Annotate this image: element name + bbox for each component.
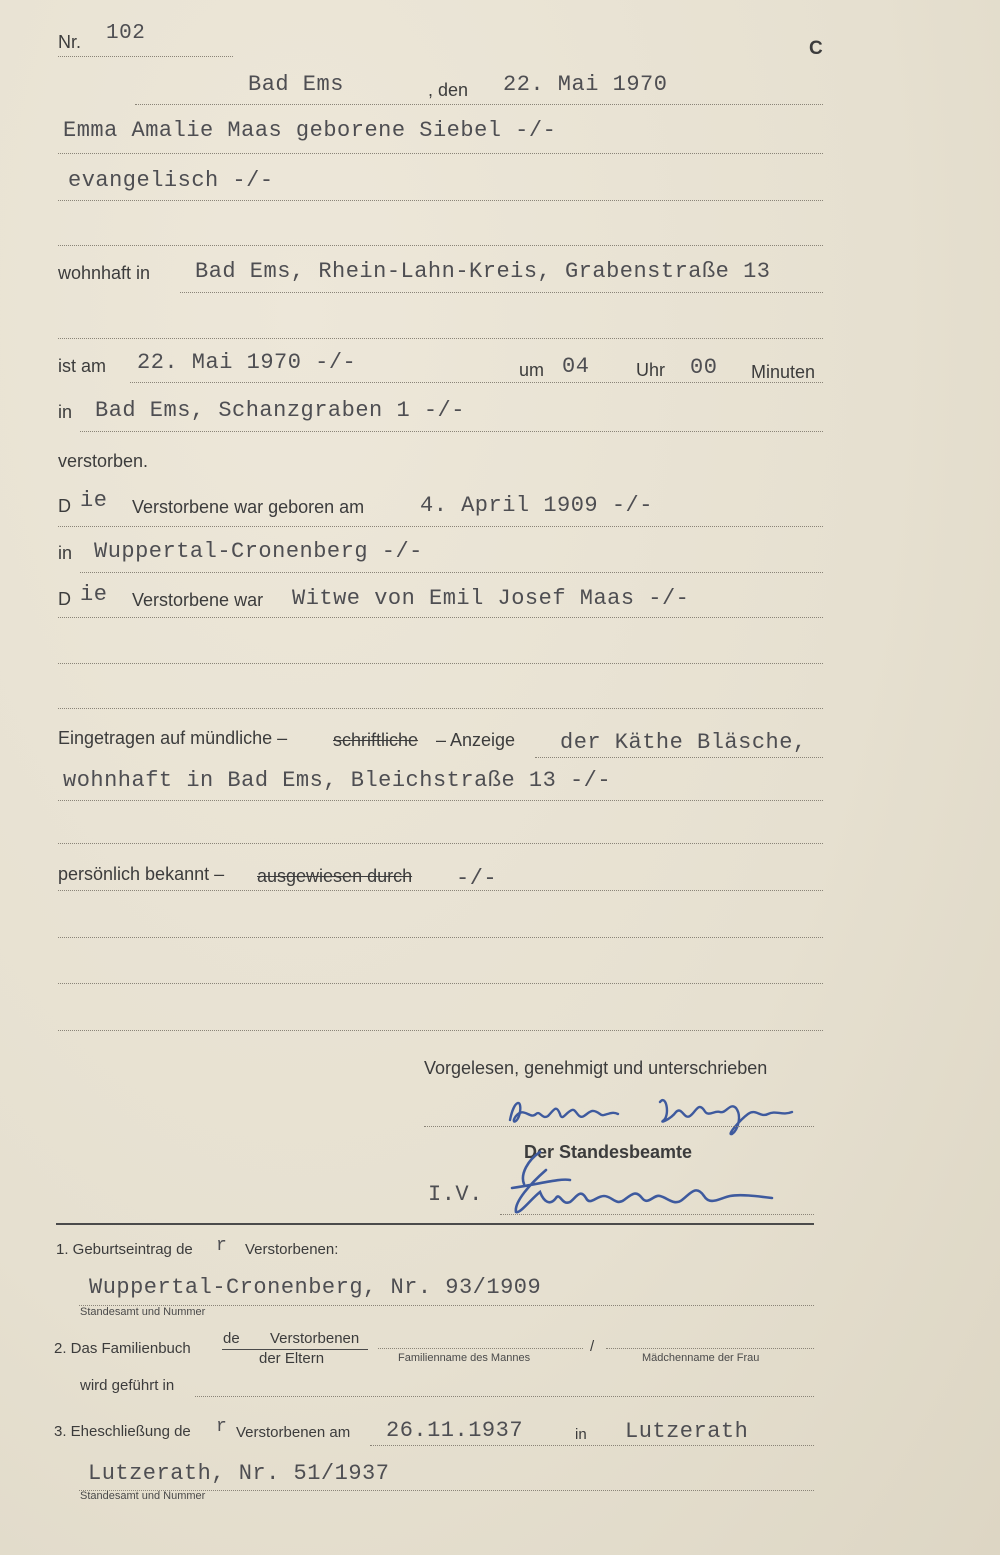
eingetragen-label: Eingetragen auf mündliche – [58, 728, 288, 748]
in-label: in [58, 402, 73, 422]
d-fill: ie [80, 582, 108, 607]
dotted-rule [58, 617, 823, 618]
dotted-rule [58, 983, 823, 984]
dotted-rule [180, 292, 823, 293]
uhr-label: Uhr [636, 360, 666, 380]
dotted-rule [58, 1030, 823, 1031]
dotted-rule [424, 1126, 814, 1127]
residence: Bad Ems, Rhein-Lahn-Kreis, Grabenstraße 13 [195, 259, 771, 284]
dotted-rule [58, 153, 823, 154]
item1-label2: Verstorbenen: [245, 1241, 339, 1258]
dotted-rule [58, 800, 823, 801]
marital-status: Witwe von Emil Josef Maas -/- [292, 586, 690, 611]
dotted-rule [80, 572, 823, 573]
dotted-rule [195, 1396, 814, 1397]
anzeige-label: – Anzeige [436, 730, 516, 750]
dotted-rule [135, 104, 823, 105]
dotted-rule [535, 757, 823, 758]
iv-label: I.V. [428, 1182, 483, 1207]
marital-label: Verstorbene war [132, 590, 264, 610]
bekannt-value: -/- [456, 866, 498, 891]
birth-date: 4. April 1909 -/- [420, 493, 653, 518]
dotted-rule [500, 1214, 814, 1215]
wird-gefuehrt-label: wird geführt in [80, 1377, 175, 1394]
slash: / [590, 1338, 595, 1355]
religion: evangelisch -/- [68, 168, 274, 193]
dotted-rule [58, 245, 823, 246]
informant: der Käthe Bläsche, [560, 730, 807, 755]
vorgelesen-label: Vorgelesen, genehmigt und unterschrieben [424, 1058, 768, 1078]
item2-eltern: der Eltern [259, 1350, 325, 1367]
dotted-rule [130, 382, 823, 383]
item3-label2: Verstorbenen am [236, 1424, 351, 1441]
place-of-registration: Bad Ems [248, 72, 344, 97]
minuten-label: Minuten [751, 362, 816, 382]
nr-value: 102 [106, 22, 146, 45]
item3-in-label: in [575, 1426, 587, 1443]
death-date: 22. Mai 1970 -/- [137, 350, 357, 375]
registration-date: 22. Mai 1970 [503, 72, 668, 97]
birth-register-entry: Wuppertal-Cronenberg, Nr. 93/1909 [89, 1275, 542, 1300]
form-letter: C [809, 38, 823, 59]
item1-fill: r [216, 1236, 228, 1256]
item1-label: 1. Geburtseintrag de [56, 1241, 193, 1258]
marriage-place: Lutzerath [625, 1419, 749, 1444]
dotted-rule [370, 1445, 814, 1446]
dotted-rule [58, 526, 823, 527]
dotted-rule [80, 431, 823, 432]
death-hour: 04 [562, 354, 590, 379]
ausgewiesen-label: ausgewiesen durch [257, 866, 413, 886]
marriage-date: 26.11.1937 [386, 1418, 524, 1443]
birth-place: Wuppertal-Cronenberg -/- [94, 539, 423, 564]
dotted-rule [58, 200, 823, 201]
section-divider [56, 1223, 814, 1225]
standesbeamte-label: Der Standesbeamte [524, 1142, 693, 1162]
dotted-rule [606, 1348, 814, 1349]
dotted-rule [58, 663, 823, 664]
d-label: D [58, 496, 71, 516]
dotted-rule [378, 1348, 583, 1349]
death-minutes: 00 [690, 355, 718, 380]
signature-official [500, 1140, 790, 1220]
marriage-register-entry: Lutzerath, Nr. 51/1937 [88, 1461, 390, 1486]
dotted-rule [58, 708, 823, 709]
dotted-rule [58, 937, 823, 938]
ist-am-label: ist am [58, 356, 107, 376]
item3-fill: r [216, 1417, 228, 1437]
dotted-rule [58, 890, 823, 891]
death-place: Bad Ems, Schanzgraben 1 -/- [95, 398, 465, 423]
standesamt-label: Standesamt und Nummer [80, 1306, 206, 1318]
item2-de: de [223, 1330, 240, 1347]
verstorben-label: verstorben. [58, 451, 149, 471]
dotted-rule [58, 843, 823, 844]
in-label: in [58, 543, 73, 563]
maedchenname-label: Mädchenname der Frau [642, 1352, 760, 1364]
um-label: um [519, 360, 545, 380]
dotted-rule [58, 338, 823, 339]
born-label: Verstorbene war geboren am [132, 497, 365, 517]
d-fill: ie [80, 488, 108, 513]
dotted-rule [58, 56, 233, 57]
item3-label: 3. Eheschließung de [54, 1423, 191, 1440]
informant-address: wohnhaft in Bad Ems, Bleichstraße 13 -/- [63, 768, 612, 793]
standesamt-label: Standesamt und Nummer [80, 1490, 206, 1502]
item2-label: 2. Das Familienbuch [54, 1340, 191, 1357]
deceased-name: Emma Amalie Maas geborene Siebel -/- [63, 118, 557, 143]
item2-verstorbenen: Verstorbenen [270, 1330, 360, 1347]
wohnhaft-label: wohnhaft in [58, 263, 151, 283]
familienname-label: Familienname des Mannes [398, 1352, 531, 1364]
bekannt-label: persönlich bekannt – [58, 864, 225, 884]
schriftliche-label: schriftliche [333, 730, 419, 750]
d-label: D [58, 589, 71, 609]
den-label: , den [428, 80, 469, 100]
nr-label: Nr. [58, 32, 82, 52]
signature-informant [500, 1090, 810, 1142]
